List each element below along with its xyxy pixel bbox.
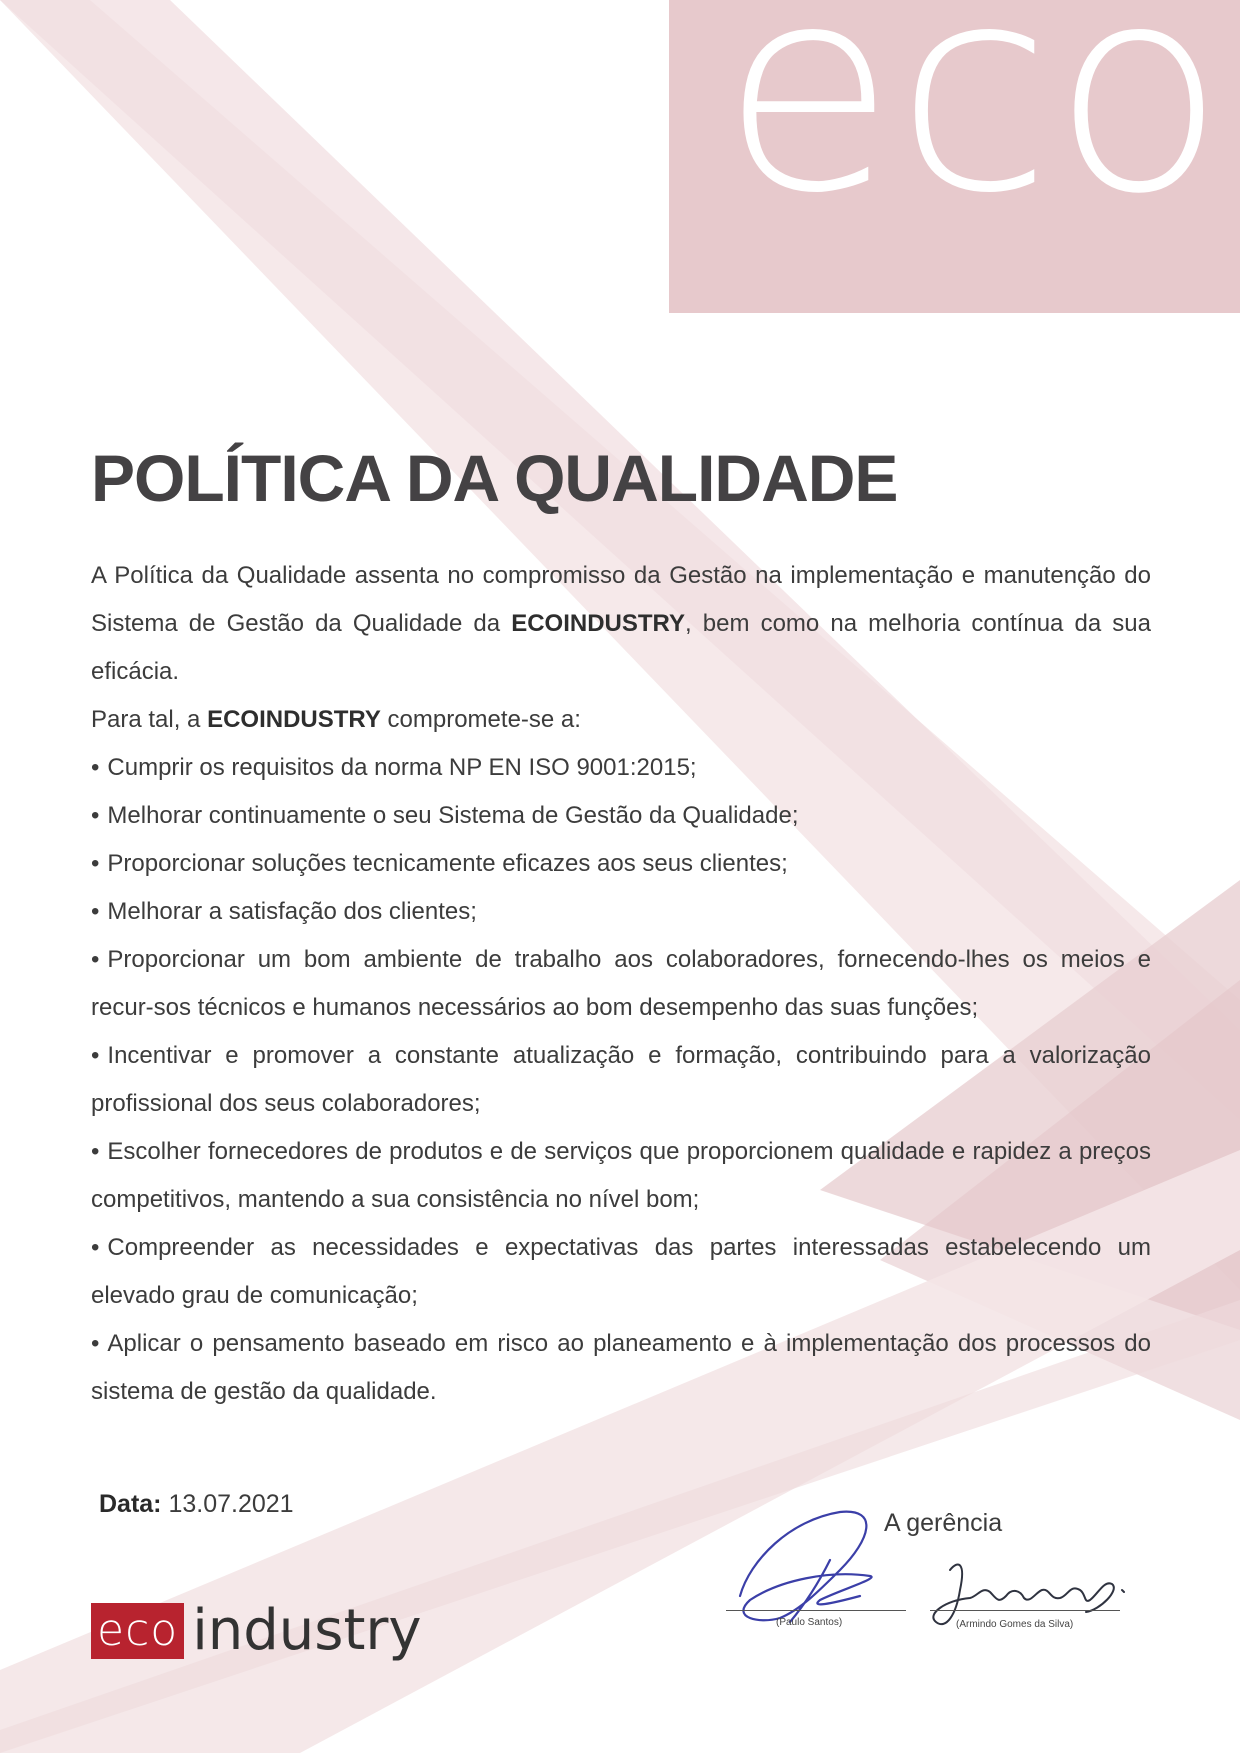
signature-scribbles xyxy=(720,1500,1160,1660)
list-item: • Melhorar a satisfação dos clientes; xyxy=(91,898,477,925)
list-item: • Escolher fornecedores de produtos e de serviços que proporcionem qualidade e rapidez a preços competitivos, mantendo a sua consistência no nível bom; xyxy=(91,1138,1151,1213)
date-value: 13.07.2021 xyxy=(168,1490,294,1518)
bullet-icon: • xyxy=(91,1234,100,1261)
bullet-icon: • xyxy=(91,754,100,781)
list-item: • Aplicar o pensamento baseado em risco ao planeamento e à implementação dos processos do sistema de gestão da qualidade. xyxy=(91,1330,1151,1405)
bullet-icon: • xyxy=(91,1042,100,1069)
intro-paragraph: A Política da Qualidade assenta no compromisso da Gestão na implementação e manutenção do Sistema de Gestão da Qualidade da ECOINDUSTRY, bem como na melhoria contínua da sua eficácia. xyxy=(91,562,1151,685)
list-item: • Incentivar e promover a constante atualização e formação, contribuindo para a valorização profissional dos seus colaboradores; xyxy=(91,1042,1151,1117)
list-item: • Proporcionar um bom ambiente de trabalho aos colaboradores, fornecendo-lhes os meios e recur-sos técnicos e humanos necessários ao bom desempenho das suas funções; xyxy=(91,946,1151,1021)
bullet-icon: • xyxy=(91,898,100,925)
ecoindustry-logo xyxy=(91,1596,422,1666)
bullet-icon: • xyxy=(91,946,100,973)
signature-line-2 xyxy=(930,1610,1120,1611)
logo-eco-mark: eco xyxy=(91,1603,184,1659)
management-heading: A gerência xyxy=(884,1509,1003,1537)
policy-body xyxy=(91,552,1151,1416)
signer-2-name: (Armindo Gomes da Silva) xyxy=(956,1619,1074,1630)
document-date xyxy=(99,1490,294,1519)
bullet-icon: • xyxy=(91,1330,100,1357)
list-item: • Melhorar continuamente o seu Sistema de Gestão da Qualidade; xyxy=(91,802,799,829)
bullet-icon: • xyxy=(91,850,100,877)
commitment-list xyxy=(91,744,1151,1416)
bullet-icon: • xyxy=(91,1138,100,1165)
eco-watermark: eco xyxy=(721,0,1226,255)
commitment-intro: Para tal, a ECOINDUSTRY compromete-se a: xyxy=(91,706,581,733)
signature-line-1 xyxy=(726,1610,906,1611)
list-item: • Cumprir os requisitos da norma NP EN ISO 9001:2015; xyxy=(91,754,697,781)
list-item: • Proporcionar soluções tecnicamente eficazes aos seus clientes; xyxy=(91,850,788,877)
logo-industry-text: industry xyxy=(192,1598,422,1663)
page-title: POLÍTICA DA QUALIDADE xyxy=(91,441,898,515)
eco-header-block xyxy=(669,0,1240,313)
list-item: • Compreender as necessidades e expectativas das partes interessadas estabelecendo um elevado grau de comunicação; xyxy=(91,1234,1151,1309)
company-name: ECOINDUSTRY xyxy=(207,706,381,733)
company-name: ECOINDUSTRY xyxy=(511,610,686,637)
signature-area xyxy=(720,1500,1160,1660)
signer-1-name: (Paulo Santos) xyxy=(776,1617,843,1628)
date-label: Data: xyxy=(99,1490,162,1518)
bullet-icon: • xyxy=(91,802,100,829)
